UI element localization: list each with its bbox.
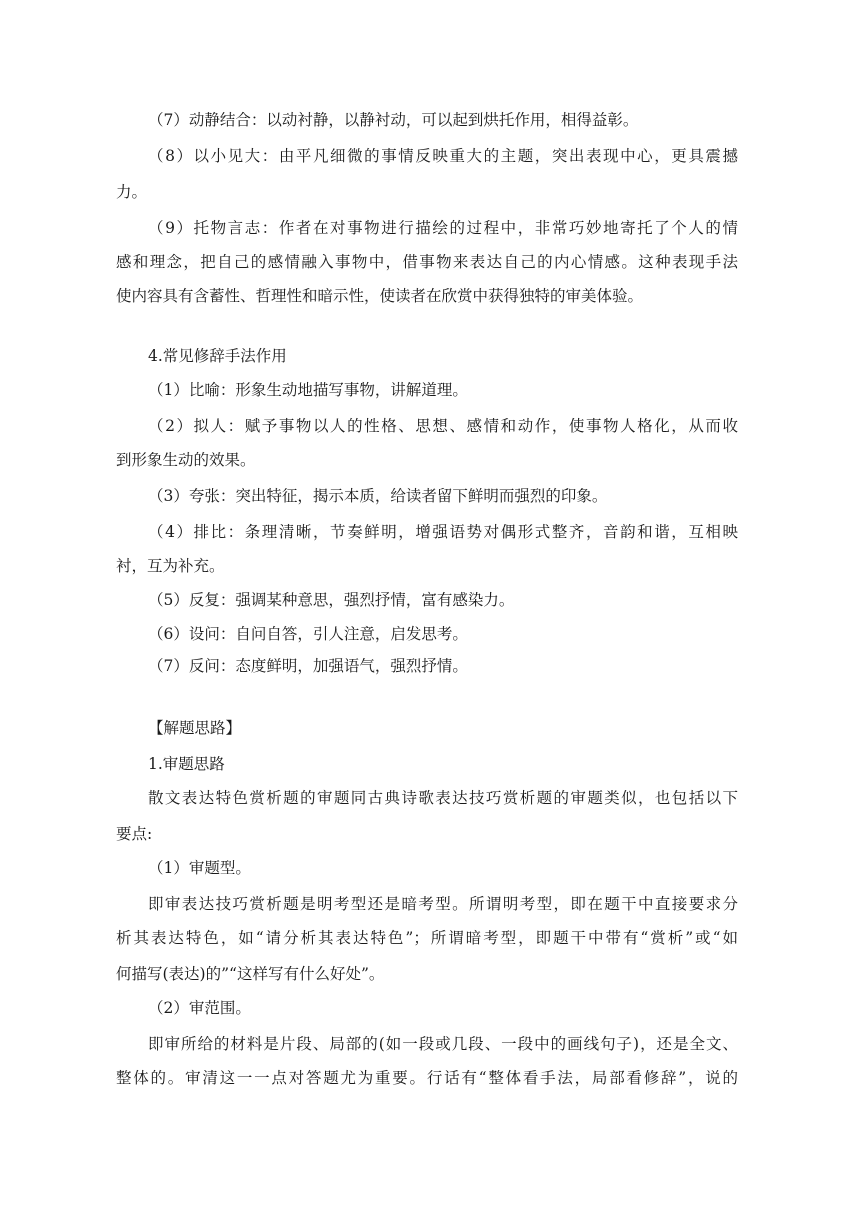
rhetoric-item-1: （1）比喻：形象生动地描写事物，讲解道理。 [148, 381, 468, 399]
rhetoric-heading: 4.常见修辞手法作用 [148, 347, 287, 365]
point-2: （2）审范围。 [148, 999, 251, 1017]
para-1-line-2: 要点: [116, 825, 153, 843]
para-3-line-1: 即审所给的材料是片段、局部的(如一段或几段、一段中的画线句子)，还是全文、 [148, 1035, 738, 1053]
rhetoric-item-3: （3）夸张：突出特征，揭示本质，给读者留下鲜明而强烈的印象。 [148, 487, 608, 505]
item-9-line-1: （9）托物言志：作者在对事物进行描绘的过程中，非常巧妙地寄托了个人的情 [148, 219, 738, 237]
solution-heading: 【解题思路】 [148, 719, 242, 737]
para-1-line-1: 散文表达特色赏析题的审题同古典诗歌表达技巧赏析题的审题类似，也包括以下 [148, 789, 738, 807]
rhetoric-item-5: （5）反复：强调某种意思，强烈抒情，富有感染力。 [148, 591, 515, 609]
para-2-line-2: 析其表达特色，如“请分析其表达特色”；所谓暗考型，即题干中带有“赏析”或“如 [116, 929, 738, 947]
item-8-line-2: 力。 [116, 183, 148, 201]
para-3-line-2: 整体的。审清这一一点对答题尤为重要。行话有“整体看手法，局部看修辞”，说的 [116, 1069, 738, 1087]
rhetoric-item-2-line-2: 到形象生动的效果。 [116, 451, 256, 469]
para-2-line-1: 即审表达技巧赏析题是明考型还是暗考型。所谓明考型，即在题干中直接要求分 [148, 895, 738, 913]
item-8-line-1: （8）以小见大：由平凡细微的事情反映重大的主题，突出表现中心，更具震撼 [148, 147, 738, 165]
rhetoric-item-7: （7）反问：态度鲜明，加强语气，强烈抒情。 [148, 657, 468, 675]
item-9-line-2: 感和理念，把自己的感情融入事物中，借事物来表达自己的内心情感。这种表现手法 [116, 253, 738, 271]
rhetoric-item-4-line-2: 衬，互为补充。 [116, 557, 225, 575]
item-7-dynamic-static: （7）动静结合：以动衬静，以静衬动，可以起到烘托作用，相得益彰。 [148, 111, 639, 129]
point-1: （1）审题型。 [148, 859, 251, 877]
rhetoric-item-4-line-1: （4）排比：条理清晰，节奏鲜明，增强语势对偶形式整齐，音韵和谐，互相映 [148, 523, 738, 541]
para-2-line-3: 何描写(表达)的”“这样写有什么好处”。 [116, 965, 385, 983]
rhetoric-item-6: （6）设问：自问自答，引人注意，启发思考。 [148, 625, 468, 643]
rhetoric-item-2-line-1: （2）拟人：赋予事物以人的性格、思想、感情和动作，使事物人格化，从而收 [148, 417, 738, 435]
item-9-line-3: 使内容具有含蓄性、哲理性和暗示性，使读者在欣赏中获得独特的审美体验。 [116, 287, 644, 305]
solution-subheading-1: 1.审题思路 [148, 755, 225, 773]
